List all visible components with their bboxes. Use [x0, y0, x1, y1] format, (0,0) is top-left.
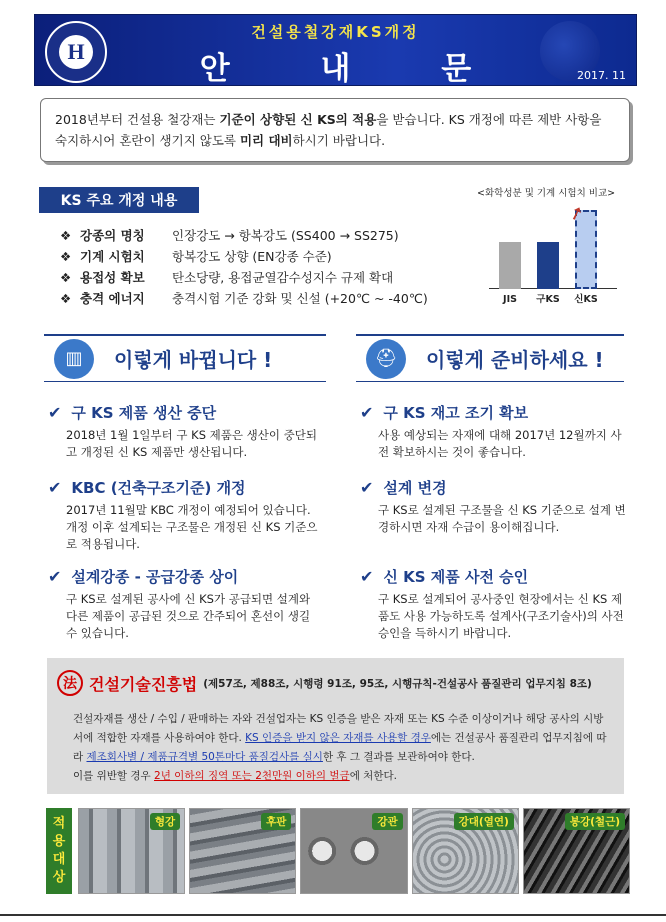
company-logo: H [45, 21, 107, 83]
section-title: 이렇게 바뀝니다 ! [114, 348, 273, 372]
prepare-item: ✔ 구 KS 재고 조기 확보 사용 예상되는 자재에 대해 2017년 12월까지 사전 확보하시는 것이 좋습니다. [360, 403, 622, 459]
ks-section-title: KS 주요 개정 내용 [39, 187, 199, 213]
bar-chart-icon: ▥ [54, 339, 94, 379]
product-photo-coil: 강대(열연) [412, 808, 519, 894]
change-item: ✔ 구 KS 제품 생산 중단 2018년 1월 1일부터 구 KS 제품은 생산이 중단되고 개정된 신 KS 제품만 생산됩니다. [48, 403, 317, 459]
comparison-chart [477, 185, 637, 325]
chart-bar [499, 242, 521, 289]
law-reference: (제57조, 제88조, 시행령 91조, 95조, 시행규칙-건설공사 품질관리 업무지침 8조) [203, 677, 592, 690]
section-header-prepare [356, 334, 624, 382]
law-name: 건설기술진흥법 [89, 674, 198, 694]
chart-category-label: 신KS [574, 294, 598, 305]
check-icon: ✔ [48, 567, 62, 586]
product-photo-rebar: 봉강(철근) [523, 808, 630, 894]
law-seal-icon: 法 [57, 670, 83, 696]
up-arrow-icon: ➚ [565, 201, 588, 226]
chart-category-label: 구KS [536, 294, 560, 305]
helmet-icon: ⛑ [366, 339, 406, 379]
header-date: 2017. 11 [577, 69, 626, 82]
product-photos [78, 808, 630, 894]
ks-item: ❖ 강종의 명칭 인장강도 → 항복강도 (SS400 → SS275) [60, 228, 399, 243]
apply-target-label: 적 용 대 상 [46, 808, 72, 894]
check-icon: ✔ [48, 478, 62, 497]
chart-bar [537, 242, 559, 289]
header-subtitle: 건설용철강재KS개정 [251, 23, 420, 41]
law-header [57, 670, 592, 696]
ks-revision-list [60, 225, 428, 309]
section-title: 이렇게 준비하세요 ! [426, 348, 604, 372]
product-photo-section-steel: 형강 [78, 808, 185, 894]
check-icon: ✔ [48, 403, 62, 422]
ks-item: ❖ 용접성 확보 탄소당량, 용접균열감수성지수 규제 확대 [60, 270, 394, 285]
ks-item: ❖ 충격 에너지 충격시험 기준 강화 및 신설 (+20℃ ~ -40℃) [60, 291, 428, 306]
check-icon: ✔ [360, 567, 374, 586]
check-icon: ✔ [360, 403, 374, 422]
law-box [47, 658, 624, 794]
page-bottom-rule [0, 914, 666, 916]
check-icon: ✔ [360, 478, 374, 497]
law-body: 건설자재를 생산 / 수입 / 판매하는 자와 건설업자는 KS 인증을 받은 자재 또는 KS 수준 이상이거나 해당 공사의 시방서에 적합한 자재를 사용하여야 한다. KS 인증을 받지 않은 자재를 사용할 경우에는 건설공사 품질관리 업무지침에 따라 제조회사별 / 제품규격별 50톤마다 품질검사를 실시한 후 그 결과를 보관하여야 한다. 이를 위반할 경우 2년 이하의 징역 또는 2천만원 이하의 벌금에 처한다. [73, 713, 607, 782]
ks-item: ❖ 기계 시험치 항복강도 상향 (EN강종 수준) [60, 249, 332, 264]
section-header-changes [44, 334, 326, 382]
chart-category-label: JIS [503, 294, 517, 305]
prepare-item: ✔ 설계 변경 구 KS로 설계된 구조물을 신 KS 기준으로 설계 변경하시면 자재 수급이 용이해집니다. [360, 478, 626, 534]
chart-title: <화학성분 및 기계 시험치 비교> [477, 188, 616, 199]
product-photo-plate: 후판 [189, 808, 296, 894]
header-banner [34, 14, 637, 86]
product-photo-pipe: 강관 [300, 808, 407, 894]
notice-box: 2018년부터 건설용 철강재는 기준이 상향된 신 KS의 적용을 받습니다. KS 개정에 따른 제반 사항을 숙지하시어 혼란이 생기지 않도록 미리 대비하시기 바랍니다. [40, 98, 630, 162]
header-title: 안 내 문 [199, 51, 512, 87]
prepare-item: ✔ 신 KS 제품 사전 승인 구 KS로 설계되어 공사중인 현장에서는 신 KS 제품도 사용 가능하도록 설계사(구조기술사)의 사전 승인을 득하시기 바랍니다. [360, 567, 624, 640]
change-item: ✔ 설계강종 - 공급강종 상이 구 KS로 설계된 공사에 신 KS가 공급되면 설계와 다른 제품이 공급된 것으로 간주되어 혼선이 생길 수 있습니다. [48, 567, 311, 640]
change-item: ✔ KBC (건축구조기준) 개정 2017년 11월말 KBC 개정이 예정되어 있습니다. 개정 이후 설계되는 구조물은 개정된 신 KS 기준으로 적용됩니다. [48, 478, 318, 551]
